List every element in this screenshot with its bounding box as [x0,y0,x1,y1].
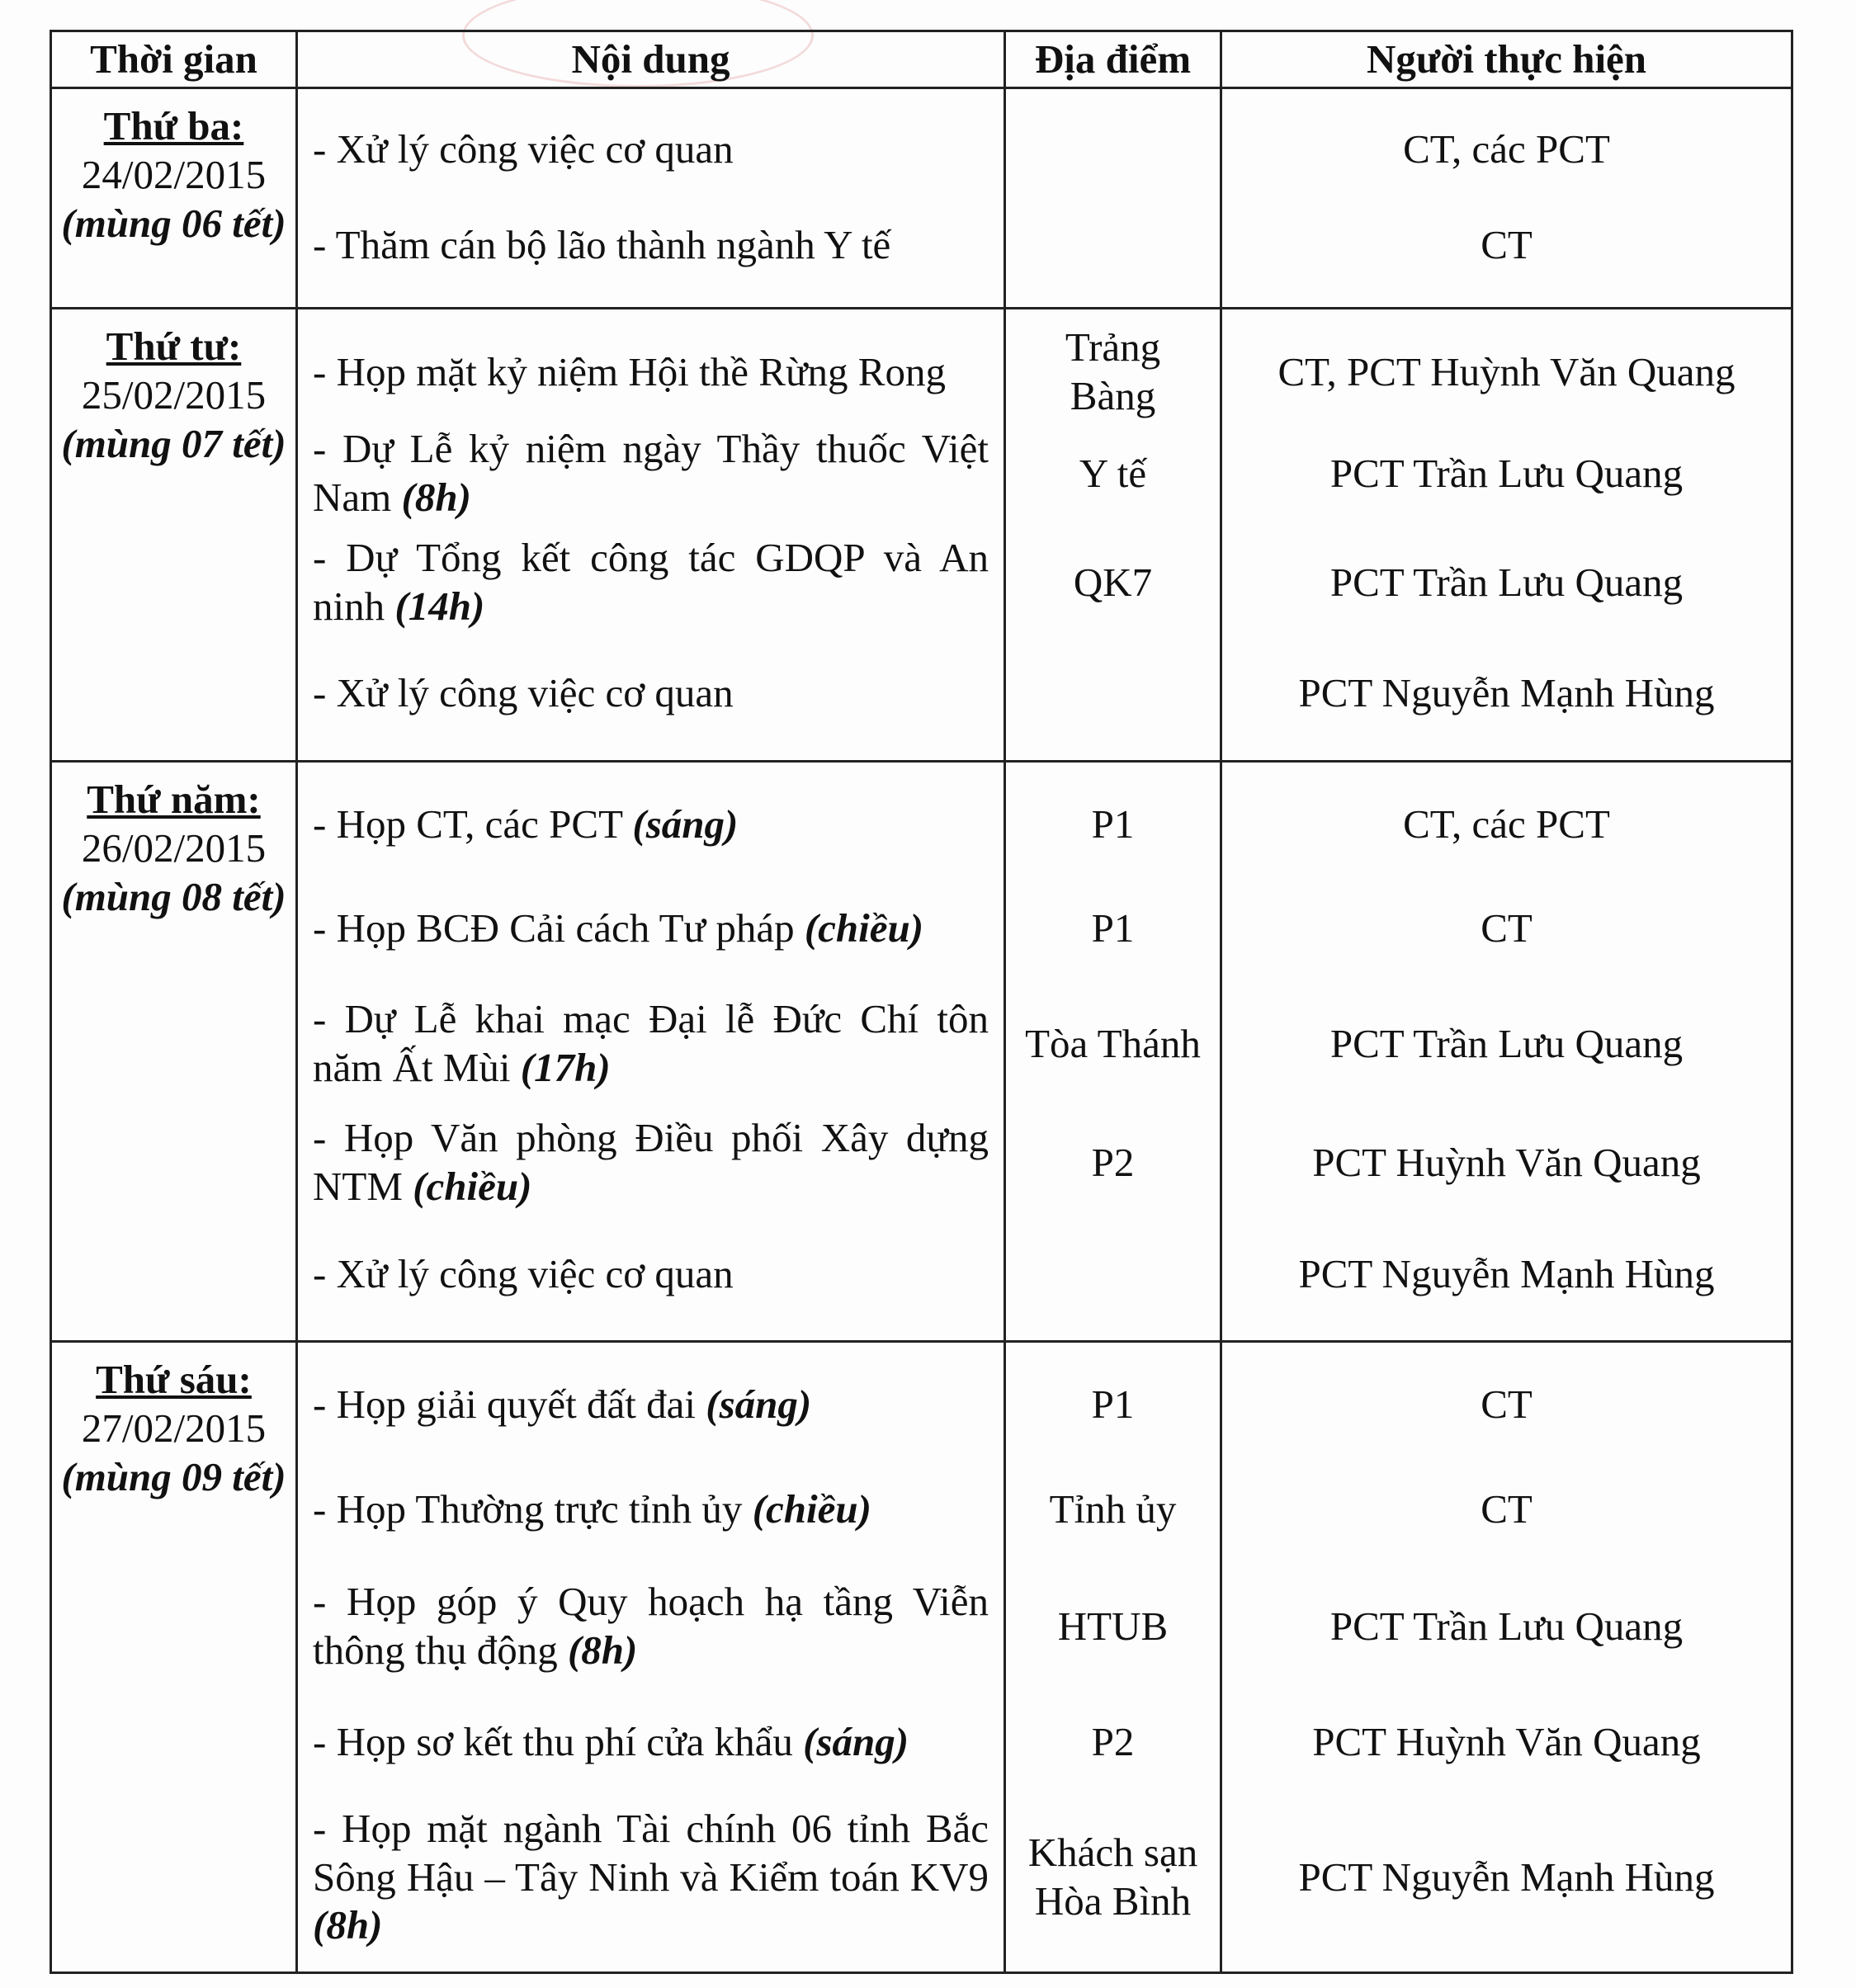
person-text: CT [1481,221,1532,267]
person-entry [1237,873,1776,984]
time-note: (sáng) [803,1718,909,1764]
time-note: (17h) [520,1045,611,1090]
schedule-table [50,30,1793,1974]
header-content: Nội dung [297,31,1005,88]
table-row-day-1 [51,88,1792,309]
day-tet-note: (mùng 06 tết) [61,200,286,246]
location-cell [1005,1342,1221,1973]
content-text: - Dự Tổng kết công tác GDQP và An ninh [313,535,989,629]
location-entry [1021,1356,1205,1453]
person-entry [1237,1688,1776,1797]
location-text: Khách sạn Hòa Bình [1027,1830,1198,1924]
person-cell [1221,88,1792,309]
content-text: - Dự Lễ khai mạc Đại lễ Đức Chí tôn năm Ất Mùi [313,996,989,1090]
day-date: 24/02/2015 [81,151,267,197]
content-text: - Họp mặt ngành Tài chính 06 tỉnh Bắc Sông Hậu – Tây Ninh và Kiểm toán KV9 [313,1805,989,1900]
person-entry [1237,1797,1776,1958]
person-entry [1237,984,1776,1104]
content-entry [313,984,989,1104]
day-name: Thứ sáu: [96,1357,252,1402]
content-entry [313,640,989,747]
header-person: Người thực hiện [1221,31,1792,88]
person-entry [1237,1356,1776,1453]
content-cell [297,1342,1005,1973]
location-entry [1021,640,1205,747]
header-time: Thời gian [51,31,297,88]
person-text: PCT Trần Lưu Quang [1329,1603,1684,1649]
person-entry [1237,102,1776,196]
person-text: PCT Huỳnh Văn Quang [1312,1139,1701,1185]
person-cell [1221,1342,1792,1973]
location-text: Tỉnh ủy [1049,1485,1177,1532]
location-entry [1021,873,1205,984]
day-tet-note: (mùng 09 tết) [61,1453,286,1499]
time-note: (chiều) [752,1485,871,1532]
location-entry [1021,323,1205,422]
content-text: - Họp BCĐ Cải cách Tư pháp [313,904,795,951]
person-entry [1237,526,1776,640]
location-cell [1005,762,1221,1342]
location-text: P2 [1091,1718,1135,1764]
table-header-row [51,31,1792,88]
person-text: PCT Trần Lưu Quang [1329,559,1684,605]
location-entry [1021,1688,1205,1797]
location-text: P1 [1091,800,1135,847]
person-text: PCT Nguyễn Mạnh Hùng [1298,1853,1715,1900]
person-text: PCT Nguyễn Mạnh Hùng [1298,1250,1715,1296]
person-entry [1237,1565,1776,1688]
content-text: - Họp góp ý Quy hoạch hạ tầng Viễn thông thụ động [313,1579,989,1673]
content-entry [313,422,989,526]
location-text: QK7 [1073,559,1153,605]
content-entry [313,196,989,294]
day-tet-note: (mùng 08 tết) [61,873,286,919]
location-entry [1021,102,1205,196]
person-text: PCT Nguyễn Mạnh Hùng [1298,669,1715,715]
content-cell [297,88,1005,309]
day-date: 27/02/2015 [81,1405,267,1451]
time-note: (sáng) [632,800,739,847]
table-row-day-3 [51,762,1792,1342]
location-entry [1021,1221,1205,1327]
person-text: CT, PCT Huỳnh Văn Quang [1277,348,1736,394]
content-text: - Dự Lễ kỷ niệm ngày Thầy thuốc Việt Nam [313,426,989,520]
content-text: - Xử lý công việc cơ quan [313,125,734,172]
location-entry [1021,526,1205,640]
location-text: P1 [1091,1381,1135,1427]
location-text: Trảng Bàng [1065,324,1161,418]
location-entry [1021,196,1205,294]
time-note: (8h) [401,475,471,520]
day-name: Thứ tư: [106,323,242,369]
time-note: (sáng) [706,1381,812,1427]
person-text: CT [1481,904,1532,951]
day-cell [51,309,297,762]
person-text: CT [1481,1485,1532,1532]
location-entry [1021,422,1205,526]
content-entry [313,1797,989,1958]
content-text: - Họp Văn phòng Điều phối Xây dựng NTM [313,1115,989,1209]
person-text: PCT Huỳnh Văn Quang [1312,1718,1701,1764]
content-entry [313,776,989,873]
person-entry [1237,1221,1776,1327]
person-entry [1237,640,1776,747]
content-text: - Họp Thường trực tỉnh ủy [313,1485,743,1532]
day-cell [51,762,297,1342]
location-entry [1021,1104,1205,1221]
person-text: CT [1481,1381,1532,1427]
person-cell [1221,309,1792,762]
location-text: P1 [1091,904,1135,951]
table-row-day-4 [51,1342,1792,1973]
person-entry [1237,323,1776,422]
content-cell [297,762,1005,1342]
person-text: CT, các PCT [1403,800,1610,847]
content-text: - Họp giải quyết đất đai [313,1381,697,1427]
content-text: - Thăm cán bộ lão thành ngành Y tế [313,221,891,267]
content-entry [313,526,989,640]
person-entry [1237,1453,1776,1565]
content-text: - Xử lý công việc cơ quan [313,669,734,715]
content-entry [313,1221,989,1327]
content-entry [313,323,989,422]
table-row-day-2 [51,309,1792,762]
person-cell [1221,762,1792,1342]
day-tet-note: (mùng 07 tết) [61,420,286,466]
content-entry [313,873,989,984]
person-entry [1237,196,1776,294]
content-entry [313,1356,989,1453]
content-entry [313,1688,989,1797]
person-entry [1237,776,1776,873]
location-entry [1021,1453,1205,1565]
content-entry [313,1104,989,1221]
person-text: PCT Trần Lưu Quang [1329,450,1684,496]
time-note: (chiều) [804,904,924,951]
time-note: (14h) [394,583,485,629]
location-entry [1021,984,1205,1104]
time-note: (8h) [567,1627,638,1673]
location-text: Y tế [1079,450,1147,496]
content-entry [313,1565,989,1688]
day-cell [51,1342,297,1973]
day-name: Thứ ba: [103,103,244,149]
content-text: - Xử lý công việc cơ quan [313,1250,734,1296]
header-location: Địa điểm [1005,31,1221,88]
time-note: (8h) [313,1902,383,1948]
day-date: 26/02/2015 [81,824,267,871]
content-entry [313,102,989,196]
location-entry [1021,1565,1205,1688]
location-cell [1005,309,1221,762]
content-text: - Họp mặt kỷ niệm Hội thề Rừng Rong [313,348,946,394]
content-text: - Họp CT, các PCT [313,800,623,847]
person-text: PCT Trần Lưu Quang [1329,1020,1684,1066]
person-entry [1237,422,1776,526]
location-cell [1005,88,1221,309]
person-text: CT, các PCT [1403,125,1610,172]
person-entry [1237,1104,1776,1221]
content-entry [313,1453,989,1565]
day-date: 25/02/2015 [81,371,267,418]
location-text: Tòa Thánh [1025,1020,1201,1066]
location-entry [1021,1797,1205,1958]
time-note: (chiều) [413,1164,532,1209]
day-name: Thứ năm: [87,777,261,822]
day-cell [51,88,297,309]
content-cell [297,309,1005,762]
content-text: - Họp sơ kết thu phí cửa khẩu [313,1718,793,1764]
location-text: HTUB [1057,1603,1169,1649]
location-entry [1021,776,1205,873]
location-text: P2 [1091,1139,1135,1185]
